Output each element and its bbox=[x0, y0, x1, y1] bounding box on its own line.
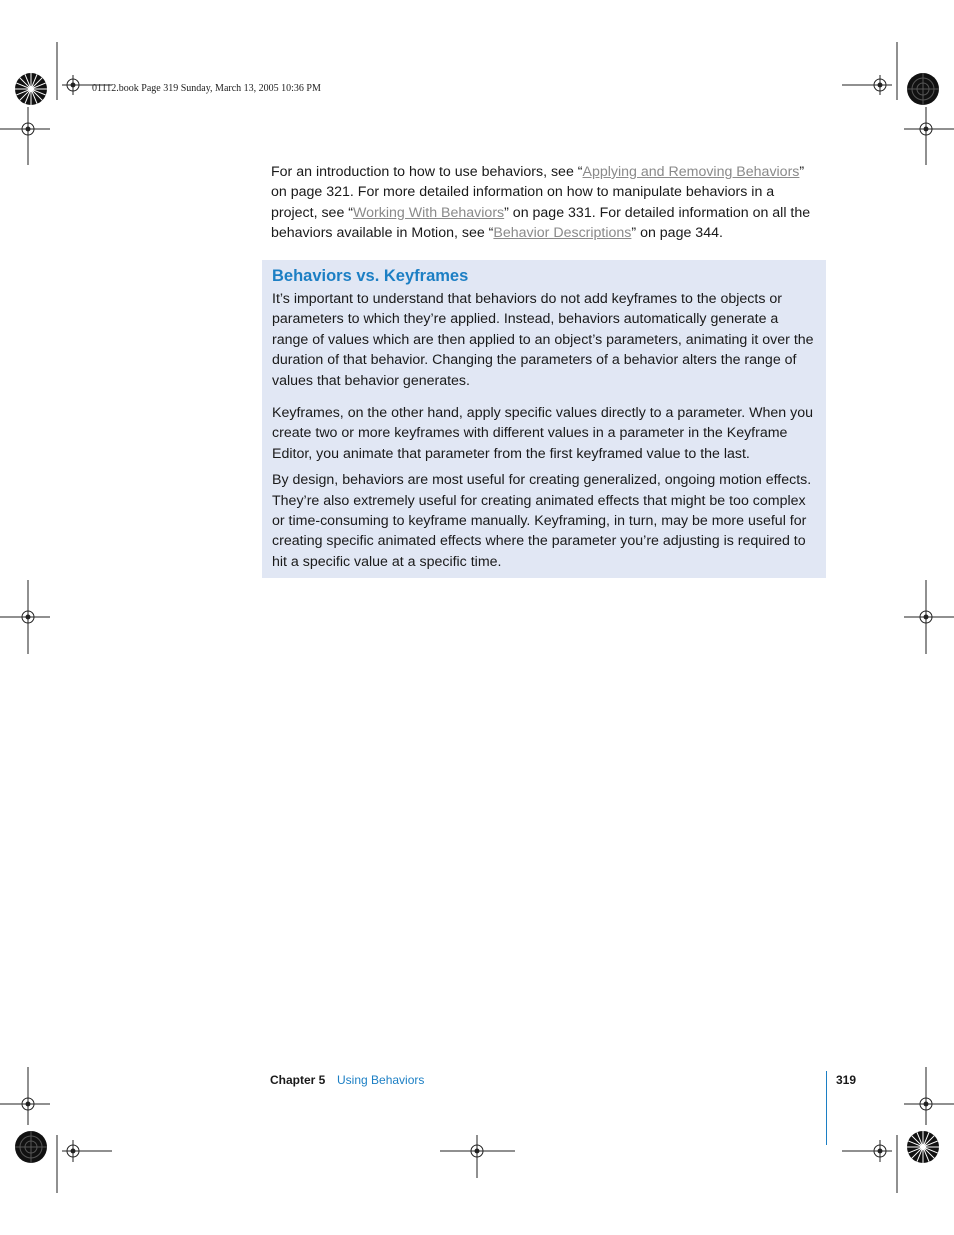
intro-text: ” on page 331. For detailed information on all the behaviors available in Motion, see “ bbox=[271, 204, 811, 242]
sidebar-heading: Behaviors vs. Keyframes bbox=[272, 267, 469, 285]
sidebar-paragraph: Keyframes, on the other hand, apply specific values directly to a parameter. When you create two or more keyframes with different values in a parameter in the Keyframe Editor, you animate that parameter from the first keyframed value to the last. bbox=[272, 405, 813, 462]
intro-text: For an introduction to how to use behaviors, see “ bbox=[271, 164, 583, 180]
intro-text: ” on page 344. bbox=[631, 225, 723, 242]
page-number: 319 bbox=[836, 1073, 857, 1087]
footer-chapter-title: Using Behaviors bbox=[337, 1073, 425, 1087]
sidebar-box bbox=[262, 260, 826, 578]
footer-divider bbox=[826, 1071, 827, 1145]
intro-text: ” on page 321. For more detailed information on how to manipulate behaviors in a project, see “ bbox=[271, 164, 805, 221]
link-behavior-descriptions[interactable]: Behavior Descriptions bbox=[493, 225, 632, 242]
sidebar-paragraph: By design, behaviors are most useful for creating generalized, ongoing motion effects. They’re also extremely useful for creating animated effects that might be too complex or time-consuming to keyframe manually. Keyframing, in turn, may be more useful for creating specific animated effects where the parameter you’re adjusting is required to hit a specific value at a specific time. bbox=[272, 472, 812, 570]
link-applying-removing-behaviors[interactable]: Applying and Removing Behaviors bbox=[582, 164, 800, 180]
sidebar-paragraph: It’s important to understand that behaviors do not add keyframes to the objects or parameters to which they’re applied. Instead, behaviors automatically generate a range of values which are then applied to an object’s parameters, animating it over the duration of that behavior. Changing the parameters of a behavior alters the range of values that behavior generates. bbox=[272, 291, 814, 389]
print-slug: 01112.book Page 319 Sunday, March 13, 2005 10:36 PM bbox=[92, 83, 321, 94]
link-working-with-behaviors[interactable]: Working With Behaviors bbox=[353, 204, 505, 221]
footer-chapter: Chapter 5 bbox=[270, 1073, 326, 1087]
intro-paragraph bbox=[271, 162, 819, 244]
